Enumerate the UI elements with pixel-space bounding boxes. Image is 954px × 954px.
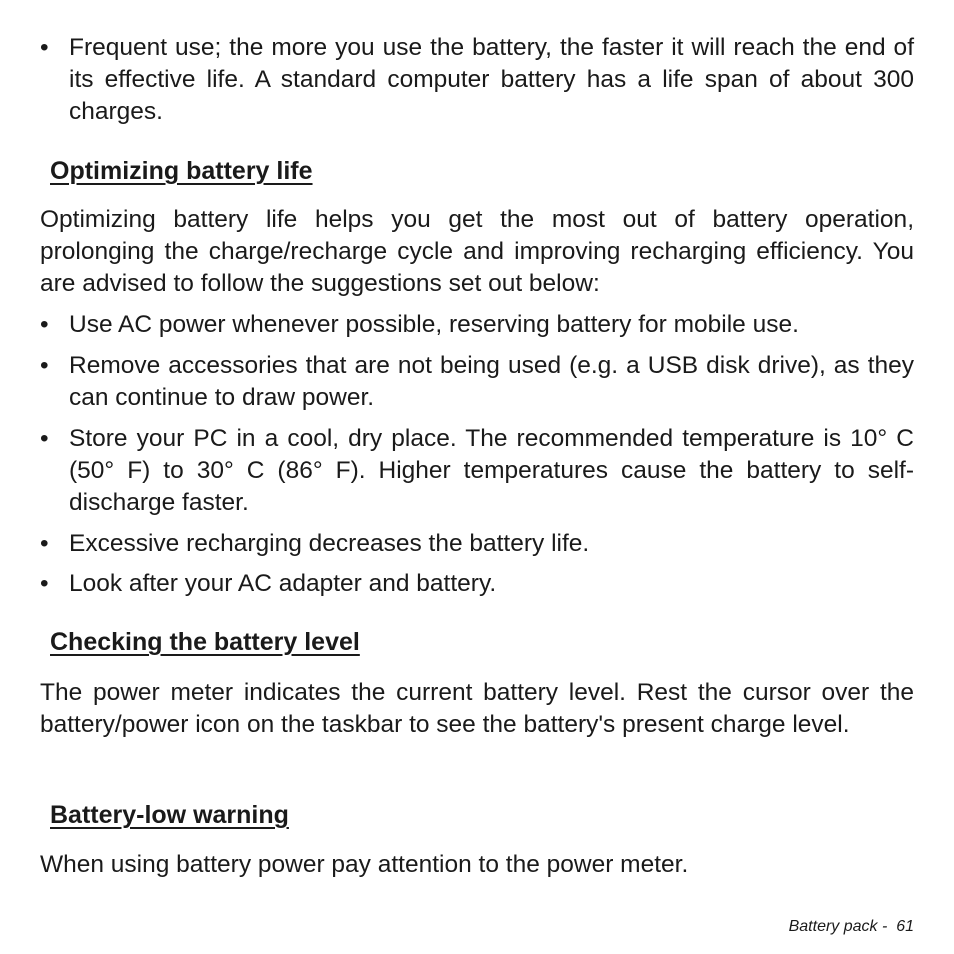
list-item-text: Frequent use; the more you use the battery, the faster it will reach the end of its effective life. A standard computer battery has a life span of about 300 charges. <box>69 34 914 125</box>
list-item <box>40 32 914 128</box>
list-item <box>40 528 914 560</box>
list-item-text: Store your PC in a cool, dry place. The recommended temperature is 10° C (50° F) to 30° C (86° F). Higher temperatures cause the battery to self-discharge faster. <box>69 425 914 516</box>
section-heading-optimizing: Optimizing battery life <box>50 157 313 185</box>
bullet-glyph: • <box>40 570 49 597</box>
optimizing-paragraph: Optimizing battery life helps you get the most out of battery operation, prolonging the charge/recharge cycle and improving recharging efficiency. You are advised to follow the suggestions set out below: <box>40 206 914 297</box>
list-item-text: Look after your AC adapter and battery. <box>69 570 497 597</box>
section-heading-low-warning: Battery-low warning <box>50 801 289 829</box>
list-item-text: Use AC power whenever possible, reserving battery for mobile use. <box>69 311 799 338</box>
list-item <box>40 423 914 519</box>
bullet-glyph: • <box>40 311 49 338</box>
bullet-glyph: • <box>40 530 49 557</box>
bullet-glyph: • <box>40 352 49 379</box>
list-item <box>40 309 914 341</box>
list-item-text: Excessive recharging decreases the battery life. <box>69 530 590 557</box>
page-footer: Battery pack - 61 <box>788 918 914 935</box>
low-warning-paragraph: When using battery power pay attention to the power meter. <box>40 851 689 878</box>
section-heading-checking: Checking the battery level <box>50 628 360 656</box>
list-item <box>40 568 914 600</box>
list-item-text: Remove accessories that are not being used (e.g. a USB disk drive), as they can continue to draw power. <box>69 352 914 411</box>
bullet-glyph: • <box>40 425 49 452</box>
list-item <box>40 350 914 414</box>
bullet-glyph: • <box>40 34 49 61</box>
checking-paragraph: The power meter indicates the current battery level. Rest the cursor over the battery/power icon on the taskbar to see the battery's present charge level. <box>40 679 914 738</box>
